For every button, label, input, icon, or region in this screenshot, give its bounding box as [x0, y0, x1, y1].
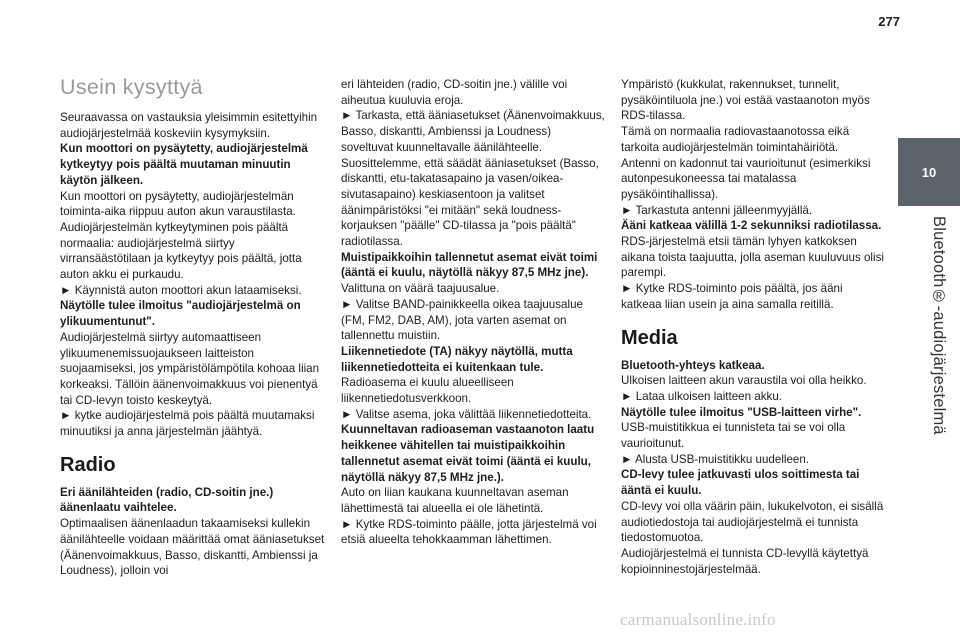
question-heading: Kuunneltavan radioaseman vastaanoton laatu heikkenee vähitellen tai muistipaikkoihin tallennetut asemat eivät toimi (ääntä ei kuulu, näytöllä näkyy 87,5 MHz jne.).	[341, 423, 595, 484]
column-2	[341, 77, 606, 548]
column-3	[621, 77, 886, 577]
chapter-title: Bluetooth®-audiojärjestelmä	[930, 216, 948, 435]
body-paragraph: Audiojärjestelmän kytkeytyminen pois päältä normaalia: audiojärjestelmä siirtyy virransäästötilaan ja kytkeytyy pois päältä, jotta auton akku ei purkaudu.	[60, 220, 302, 282]
body-paragraph: ► Valitse BAND-painikkeella oikea taajuusalue (FM, FM2, DAB, AM), jota varten asemat on tallennettu muistiin.	[341, 297, 583, 343]
body-paragraph: USB-muistitikkua ei tunnisteta tai se voi olla vaurioitunut.	[621, 421, 846, 451]
body-paragraph: Kun moottori on pysäytetty, audiojärjestelmän toiminta-aika riippuu auton akun varaustilasta.	[60, 189, 296, 219]
body-paragraph: ► Lataa ulkoisen laitteen akku.	[621, 389, 783, 403]
body-paragraph: RDS-järjestelmä etsii tämän lyhyen katkoksen aikana toista taajuutta, jolla aseman kuuluvuus olisi parempi.	[621, 235, 884, 280]
question-heading: Näytölle tulee ilmoitus "USB-laitteen virhe".	[621, 405, 862, 419]
body-paragraph: Valittuna on väärä taajuusalue.	[341, 282, 500, 296]
chapter-tab: 10	[898, 138, 960, 206]
question-heading: Eri äänilähteiden (radio, CD-soitin jne.) äänenlaatu vaihtelee.	[60, 485, 274, 515]
question-heading: Liikennetiedote (TA) näkyy näytöllä, mutta liikennetiedotteita ei kuitenkaan tule.	[341, 344, 573, 374]
body-paragraph: Ulkoisen laitteen akun varaustila voi olla heikko.	[621, 374, 867, 388]
body-paragraph: ► Tarkasta, että ääniasetukset (Äänenvoimakkuus, Basso, diskantti, Ambienssi ja Loudness) soveltuvat kuunneltavalle äänilähteelle. Suosittelemme, että säädät ääniasetukset (Basso, diskantti, etu-takatasapaino ja vasen/oikea-sivutasapaino) keskiasentoon ja valitset äänimpäristöksi "ei mitään" sekä loudness-korjauksen "päälle" CD-tilassa ja "pois päältä" radiotilassa.	[341, 109, 605, 249]
body-paragraph: Ympäristö (kukkulat, rakennukset, tunnelit, pysäköintiluola jne.) voi estää vastaanoton myös RDS-tilassa.	[621, 78, 870, 123]
body-paragraph: ► Kytke RDS-toiminto päälle, jotta järjestelmä voi etsiä alueelta tehokkaamman lähettimen.	[341, 517, 597, 547]
body-paragraph: eri lähteiden (radio, CD-soitin jne.) välille voi aiheutua kuuluvia eroja.	[341, 78, 568, 107]
body-paragraph: Audiojärjestelmä siirtyy automaattiseen ylikuumenemissuojaukseen laitteiston suojaamiseksi, jos ympäristölämpötila kohoaa liian korkeaksi. Tällöin äänenvoimakkuus voi pienentyä tai CD-levyn toisto keskeytyä.	[60, 330, 320, 407]
question-heading: Ääni katkeaa välillä 1-2 sekunniksi radiotilassa.	[621, 219, 882, 233]
body-paragraph: Seuraavassa on vastauksia yleisimmin esitettyihin audiojärjestelmää koskeviin kysymyksiin.	[60, 111, 318, 140]
question-heading: Kun moottori on pysäytetty, audiojärjestelmä kytkeytyy pois päältä muutaman minuutin käytön jälkeen.	[60, 142, 308, 187]
question-heading: Bluetooth-yhteys katkeaa.	[621, 358, 765, 372]
section-heading: Media	[621, 326, 678, 349]
body-paragraph: Antenni on kadonnut tai vaurioitunut (esimerkiksi autonpesukoneessa tai matalassa pysäköintihallissa).	[621, 156, 871, 201]
body-paragraph: Auto on liian kaukana kuunneltavan aseman lähettimestä tai alueella ei ole lähetintä.	[341, 486, 569, 515]
question-heading: Muistipaikkoihin tallennetut asemat eivät toimi (ääntä ei kuulu, näytöllä näkyy 87,5 MHz jne).	[341, 250, 598, 280]
body-paragraph: Radioasema ei kuulu alueelliseen liikennetiedotusverkkoon.	[341, 376, 514, 406]
chapter-sidebar	[898, 138, 960, 578]
body-paragraph: ► Valitse asema, joka välittää liikennetiedotteita.	[341, 407, 592, 421]
body-paragraph: ► Kytke RDS-toiminto pois päältä, jos ääni katkeaa liian usein ja aina samalla reitillä.	[621, 282, 843, 311]
body-paragraph: Optimaalisen äänenlaadun takaamiseksi kullekin äänilähteelle voidaan määrittää omat ääniasetukset (Äänenvoimakkuus, Basso, diskantti, Ambienssi ja Loudness), jolloin voi	[60, 517, 325, 578]
body-paragraph: Audiojärjestelmä ei tunnista CD-levyllä käytettyä kopioinninestojärjestelmää.	[621, 546, 869, 576]
question-heading: Näytölle tulee ilmoitus "audiojärjestelmä on ylikuumentunut".	[60, 299, 301, 329]
question-heading: CD-levy tulee jatkuvasti ulos soittimesta tai ääntä ei kuulu.	[621, 468, 860, 498]
watermark: carmanualsonline.info	[620, 610, 776, 629]
body-paragraph: CD-levy voi olla väärin päin, lukukelvoton, ei sisällä audiotiedostoja tai audiojärjestelmä ei tunnista tiedostomuotoa.	[621, 499, 884, 545]
body-paragraph: ► Alusta USB-muistitikku uudelleen.	[621, 452, 810, 466]
body-paragraph: ► Tarkastuta antenni jälleenmyyjällä.	[621, 203, 813, 217]
body-paragraph: Tämä on normaalia radiovastaanotossa eikä tarkoita audiojärjestelmän toimintahäiriötä.	[621, 125, 850, 154]
column-1	[60, 74, 325, 579]
body-paragraph: ► kytke audiojärjestelmä pois päältä muutamaksi minuutiksi ja anna järjestelmän jäähtyä.	[60, 409, 315, 439]
page-title: Usein kysyttyä	[60, 75, 203, 99]
page-number: 277	[878, 14, 900, 29]
body-paragraph: ► Käynnistä auton moottori akun lataamiseksi.	[60, 283, 302, 297]
section-heading: Radio	[60, 453, 116, 476]
